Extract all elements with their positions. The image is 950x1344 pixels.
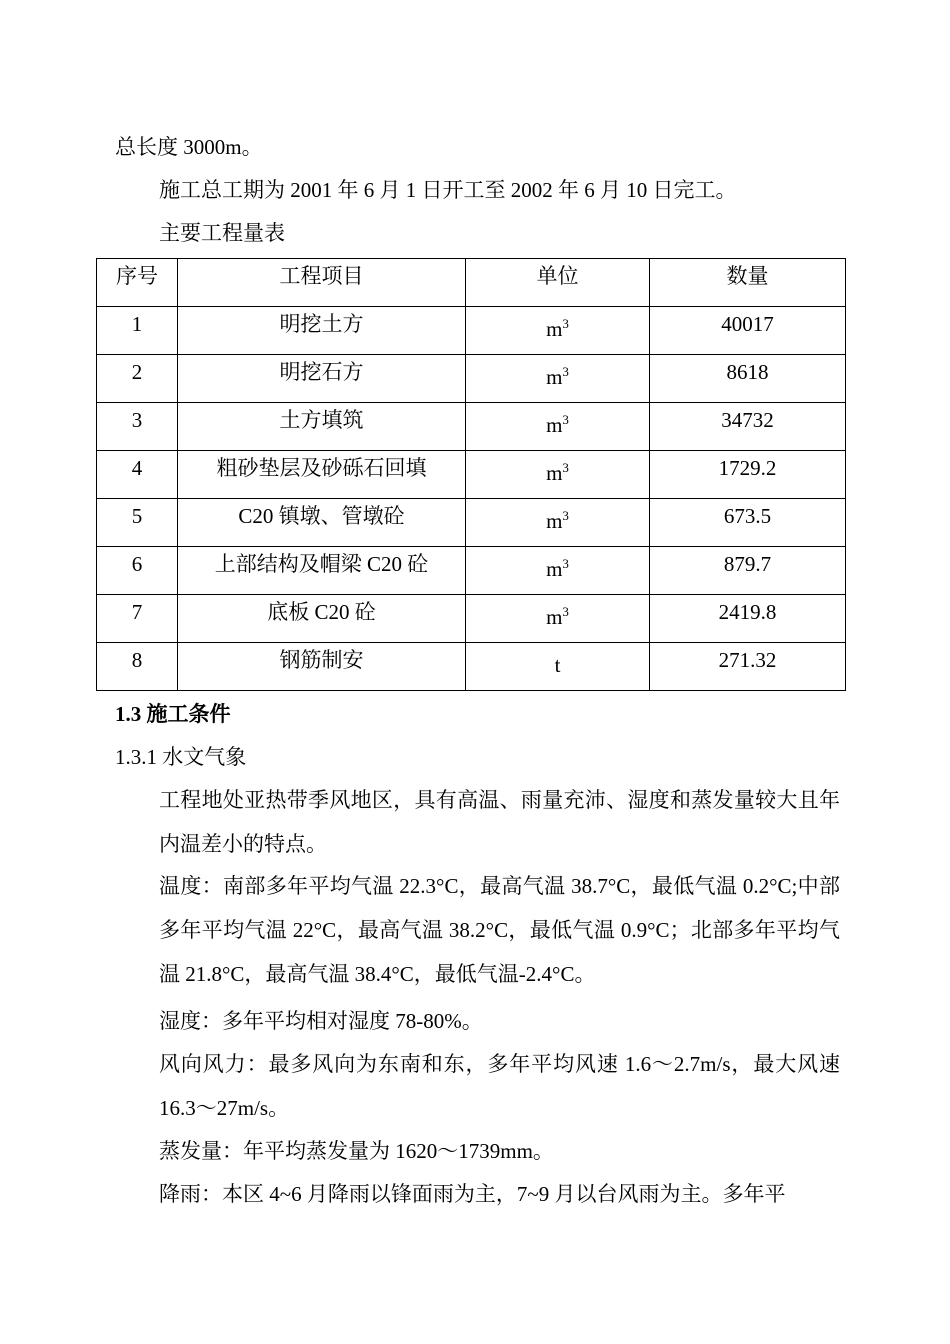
table-row [97,355,846,403]
unit-text: m [546,365,563,389]
wind-paragraph: 风向风力：最多风向为东南和东，多年平均风速 1.6～2.7m/s，最大风速 16.3～27m/s。 [159,1052,840,1120]
header-qty: 数量 [650,259,846,307]
unit-text: m [546,509,563,533]
row-qty: 2419.8 [650,595,846,643]
header-item: 工程项目 [178,259,466,307]
row-unit [466,547,650,595]
row-qty: 40017 [650,307,846,355]
quantity-table [96,258,846,691]
row-no: 4 [97,451,178,499]
table-row [97,595,846,643]
evaporation-paragraph: 蒸发量：年平均蒸发量为 1620～1739mm。 [159,1139,554,1163]
rainfall-paragraph: 降雨：本区 4~6 月降雨以锋面雨为主，7~9 月以台风雨为主。多年平 [159,1182,786,1206]
row-unit [466,499,650,547]
row-unit [466,643,650,691]
header-no: 序号 [97,259,178,307]
row-qty: 879.7 [650,547,846,595]
row-no: 5 [97,499,178,547]
table-row [97,451,846,499]
row-qty: 673.5 [650,499,846,547]
row-item: 上部结构及帽梁 C20 砼 [178,547,466,595]
row-item: 钢筋制安 [178,643,466,691]
subsection-heading: 1.3.1 水文气象 [115,745,247,769]
row-unit [466,403,650,451]
row-no: 3 [97,403,178,451]
unit-superscript: 3 [562,556,569,571]
section-heading: 1.3 施工条件 [115,702,231,726]
row-no: 1 [97,307,178,355]
unit-superscript: 3 [562,508,569,523]
row-unit [466,595,650,643]
table-row [97,547,846,595]
table-row [97,307,846,355]
row-item: 底板 C20 砼 [178,595,466,643]
row-no: 2 [97,355,178,403]
row-unit [466,307,650,355]
unit-text: t [554,653,561,677]
climate-paragraph: 工程地处亚热带季风地区，具有高温、雨量充沛、湿度和蒸发量较大且年内温差小的特点。 [159,788,840,856]
unit-text: m [546,605,563,629]
table-row [97,499,846,547]
humidity-paragraph: 湿度：多年平均相对湿度 78-80%。 [159,1009,483,1033]
row-unit [466,355,650,403]
row-qty: 1729.2 [650,451,846,499]
unit-superscript: 3 [562,460,569,475]
unit-text: m [546,413,563,437]
table-header-row [97,259,846,307]
table-row [97,403,846,451]
row-item: C20 镇墩、管墩砼 [178,499,466,547]
unit-superscript: 3 [562,604,569,619]
table-title: 主要工程量表 [159,221,285,245]
unit-text: m [546,557,563,581]
intro-line: 总长度 3000m。 [115,135,263,159]
header-unit: 单位 [466,259,650,307]
unit-superscript: 3 [562,316,569,331]
table-row [97,643,846,691]
row-qty: 271.32 [650,643,846,691]
row-no: 7 [97,595,178,643]
row-unit [466,451,650,499]
row-no: 6 [97,547,178,595]
row-item: 明挖土方 [178,307,466,355]
unit-text: m [546,317,563,341]
row-item: 明挖石方 [178,355,466,403]
construction-period: 施工总工期为 2001 年 6 月 1 日开工至 2002 年 6 月 10 日完工。 [159,178,737,202]
temperature-paragraph: 温度：南部多年平均气温 22.3°C，最高气温 38.7°C，最低气温 0.2°C;中部多年平均气温 22°C，最高气温 38.2°C，最低气温 0.9°C；北部多年平均气温 21.8°C，最高气温 38.4°C，最低气温-2.4°C。 [159,874,840,986]
row-no: 8 [97,643,178,691]
unit-text: m [546,461,563,485]
row-qty: 34732 [650,403,846,451]
row-qty: 8618 [650,355,846,403]
unit-superscript: 3 [562,412,569,427]
row-item: 粗砂垫层及砂砾石回填 [178,451,466,499]
row-item: 土方填筑 [178,403,466,451]
unit-superscript: 3 [562,364,569,379]
